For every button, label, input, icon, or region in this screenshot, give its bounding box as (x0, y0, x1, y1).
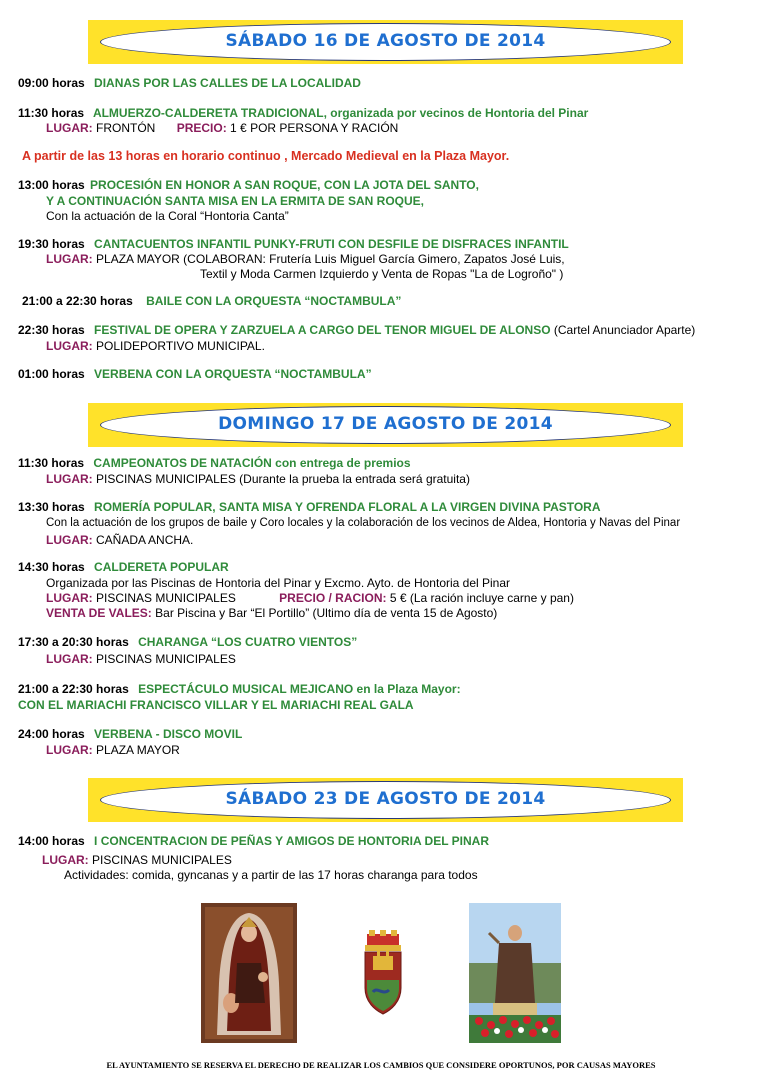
event-detail (46, 533, 193, 547)
event-row (22, 294, 401, 308)
lugar-value: PISCINAS MUNICIPALES (96, 591, 236, 605)
event-row (18, 834, 489, 848)
event-row (18, 500, 601, 514)
disclaimer-footer: EL AYUNTAMIENTO SE RESERVA EL DERECHO DE REALIZAR LOS CAMBIOS QUE CONSIDERE OPORTUNOS, POR CAUSAS MAYORES (106, 1060, 656, 1070)
event-detail (46, 121, 398, 135)
vales-value: Bar Piscina y Bar “El Portillo” (Ultimo día de venta 15 de Agosto) (155, 606, 498, 620)
market-notice: A partir de las 13 horas en horario continuo , Mercado Medieval en la Plaza Mayor. (22, 149, 510, 163)
event-title: CALDERETA POPULAR (94, 560, 229, 574)
event-time: 13:00 horas (18, 178, 85, 192)
event-title: ROMERÍA POPULAR, SANTA MISA Y OFRENDA FLORAL A LA VIRGEN DIVINA PASTORA (94, 500, 601, 514)
event-detail: Con la actuación de los grupos de baile y Coro locales y la colaboración de los vecinos de Aldea, Hontoria y Navas del Pinar (46, 517, 681, 529)
event-detail (42, 853, 232, 867)
event-detail: Con la actuación de la Coral “Hontoria Canta” (46, 209, 289, 223)
event-detail (46, 339, 265, 353)
event-detail: Actividades: comida, gyncanas y a partir de las 17 horas charanga para todos (64, 868, 478, 882)
event-time: 14:30 horas (18, 560, 85, 574)
event-row (18, 635, 357, 649)
precio-value: 5 € (La ración incluye carne y pan) (389, 591, 574, 605)
event-title: I CONCENTRACION DE PEÑAS Y AMIGOS DE HONTORIA DEL PINAR (94, 834, 489, 848)
event-time: 21:00 a 22:30 horas (18, 682, 129, 696)
event-time: 11:30 horas (18, 106, 85, 120)
event-row (18, 560, 229, 574)
lugar-label: LUGAR: (46, 533, 93, 547)
day2-title: DOMINGO 17 DE AGOSTO DE 2014 (218, 414, 553, 434)
virgin-statue-image (201, 903, 297, 1043)
lugar-label: LUGAR: (46, 591, 93, 605)
event-time: 13:30 horas (18, 500, 85, 514)
event-detail: Textil y Moda Carmen Izquierdo y Venta de Ropas "La de Logroño" ) (200, 267, 564, 281)
lugar-value: PLAZA MAYOR (COLABORAN: Frutería Luis Miguel García Gimero, Zapatos José Luis, (96, 252, 565, 266)
event-title: CAMPEONATOS DE NATACIÓN con entrega de premios (93, 456, 411, 470)
lugar-value: PISCINAS MUNICIPALES (96, 652, 236, 666)
event-row (18, 106, 588, 120)
lugar-label: LUGAR: (46, 339, 93, 353)
event-title: CANTACUENTOS INFANTIL PUNKY-FRUTI CON DESFILE DE DISFRACES INFANTIL (94, 237, 569, 251)
event-title: FESTIVAL DE OPERA Y ZARZUELA A CARGO DEL TENOR MIGUEL DE ALONSO (94, 323, 551, 337)
day3-banner (88, 778, 683, 822)
lugar-value: PISCINAS MUNICIPALES (92, 853, 232, 867)
lugar-label: LUGAR: (46, 472, 93, 486)
event-row (18, 323, 695, 337)
vales-label: VENTA DE VALES: (46, 606, 152, 620)
event-title: ALMUERZO-CALDERETA TRADICIONAL, organizada por vecinos de Hontoria del Pinar (92, 106, 589, 120)
event-time: 22:30 horas (18, 323, 85, 337)
precio-label: PRECIO / RACION: (279, 591, 387, 605)
lugar-label: LUGAR: (46, 121, 93, 135)
lugar-value: FRONTÓN (96, 121, 156, 135)
lugar-label: LUGAR: (42, 853, 89, 867)
event-row (18, 682, 461, 696)
lugar-value: PLAZA MAYOR (96, 743, 180, 757)
event-title: CHARANGA “LOS CUATRO VIENTOS” (138, 635, 358, 649)
event-detail (46, 652, 236, 666)
day2-banner (88, 403, 683, 447)
day3-title: SÁBADO 23 DE AGOSTO DE 2014 (225, 789, 546, 809)
event-title-cont: CON EL MARIACHI FRANCISCO VILLAR Y EL MARIACHI REAL GALA (18, 698, 414, 712)
event-time: 19:30 horas (18, 237, 85, 251)
event-title: ESPECTÁCULO MUSICAL MEJICANO en la Plaza Mayor: (138, 682, 461, 696)
lugar-value: POLIDEPORTIVO MUNICIPAL. (96, 339, 265, 353)
event-detail (46, 252, 565, 266)
event-title: BAILE CON LA ORQUESTA “NOCTAMBULA” (146, 294, 402, 308)
precio-label: PRECIO: (176, 121, 227, 135)
event-time: 21:00 a 22:30 horas (22, 294, 133, 308)
day1-banner (88, 20, 683, 64)
event-row (18, 178, 479, 192)
event-time: 24:00 horas (18, 727, 85, 741)
event-row (18, 367, 372, 381)
event-row (18, 456, 411, 470)
event-time: 01:00 horas (18, 367, 85, 381)
day1-title: SÁBADO 16 DE AGOSTO DE 2014 (225, 31, 546, 51)
event-time: 11:30 horas (18, 456, 85, 470)
lugar-value: CAÑADA ANCHA. (96, 533, 194, 547)
event-detail (46, 472, 470, 486)
event-time: 09:00 horas (18, 76, 85, 90)
event-row (18, 237, 569, 251)
event-detail (46, 591, 574, 605)
event-time: 14:00 horas (18, 834, 85, 848)
event-time: 17:30 a 20:30 horas (18, 635, 129, 649)
event-detail (46, 743, 180, 757)
lugar-label: LUGAR: (46, 652, 93, 666)
event-title: VERBENA CON LA ORQUESTA “NOCTAMBULA” (94, 367, 372, 381)
event-title: VERBENA - DISCO MOVIL (94, 727, 243, 741)
lugar-label: LUGAR: (46, 252, 93, 266)
event-row (18, 76, 361, 90)
event-title: PROCESIÓN EN HONOR A SAN ROQUE, CON LA JOTA DEL SANTO, (90, 178, 479, 192)
event-title: DIANAS POR LAS CALLES DE LA LOCALIDAD (94, 76, 361, 90)
lugar-label: LUGAR: (46, 743, 93, 757)
precio-value: 1 € POR PERSONA Y RACIÓN (230, 121, 399, 135)
san-roque-statue-image (469, 903, 561, 1043)
event-title-cont: Y A CONTINUACIÓN SANTA MISA EN LA ERMITA DE SAN ROQUE, (46, 194, 425, 208)
event-detail: Organizada por las Piscinas de Hontoria del Pinar y Excmo. Ayto. de Hontoria del Pinar (46, 576, 511, 590)
event-detail (46, 606, 497, 620)
town-coat-of-arms-image (359, 930, 407, 1016)
lugar-value: PISCINAS MUNICIPALES (Durante la prueba la entrada será gratuita) (96, 472, 470, 486)
event-note: (Cartel Anunciador Aparte) (553, 323, 696, 337)
event-row (18, 727, 242, 741)
